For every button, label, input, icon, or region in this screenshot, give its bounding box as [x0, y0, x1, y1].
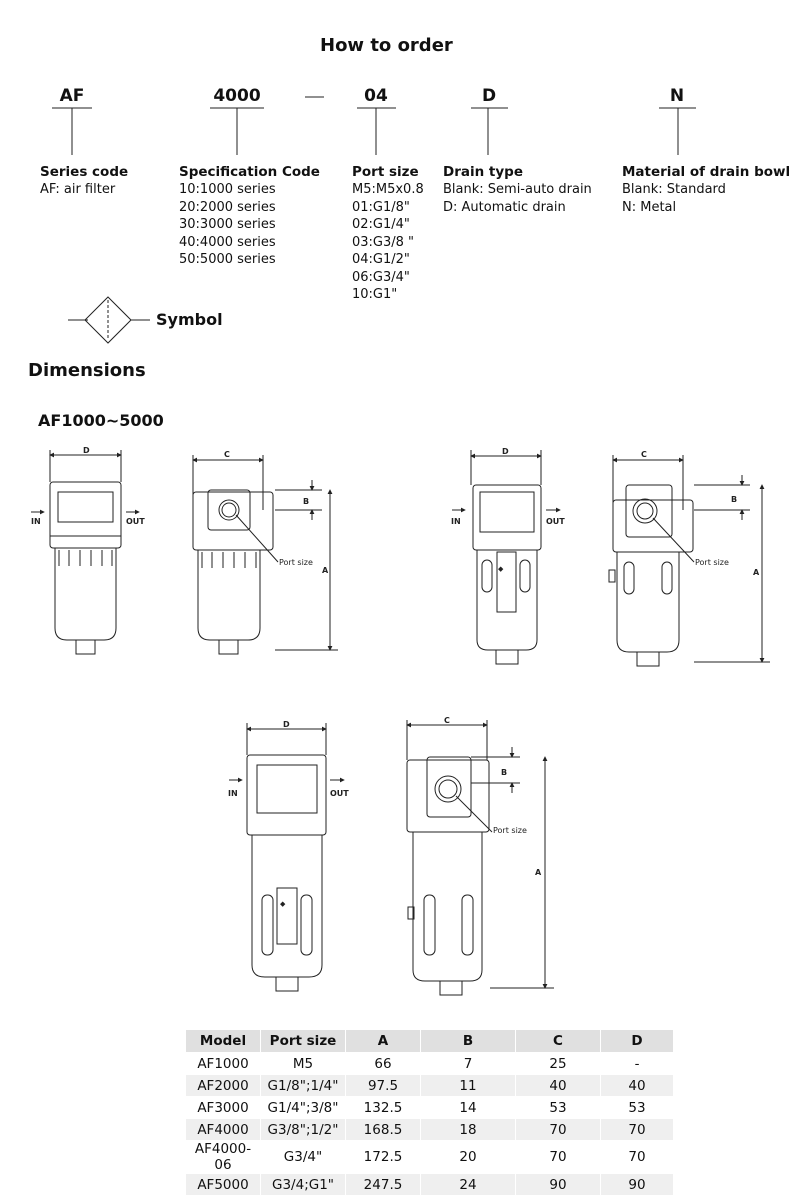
col-d: D	[601, 1030, 674, 1053]
cell-d: 70	[601, 1141, 674, 1174]
dimension-table	[185, 1029, 674, 1196]
port-line: 06:G3/4"	[352, 269, 410, 285]
spec-line: 20:2000 series	[179, 199, 276, 215]
port-line: M5:M5x0.8	[352, 182, 424, 197]
cell-a: 247.5	[346, 1174, 421, 1196]
spec-line: 10:1000 series	[179, 182, 276, 197]
drain-bowl-block	[622, 164, 790, 216]
cell-c: 70	[516, 1119, 601, 1141]
cell-model: AF4000-06	[186, 1141, 261, 1174]
cell-model: AF4000	[186, 1119, 261, 1141]
port-line: 04:G1/2"	[352, 252, 410, 267]
cell-a: 168.5	[346, 1119, 421, 1141]
port-size-label: Port size	[695, 558, 729, 567]
cell-d: 53	[601, 1097, 674, 1119]
code-series: AF	[59, 86, 85, 106]
cell-model: AF1000	[186, 1053, 261, 1075]
cell-a: 172.5	[346, 1141, 421, 1174]
svg-text:◆: ◆	[280, 900, 286, 908]
spec-line: 30:3000 series	[179, 217, 276, 232]
out-label: OUT	[126, 517, 145, 526]
in-label: IN	[451, 517, 461, 526]
in-label: IN	[228, 789, 238, 798]
cell-d: 70	[601, 1119, 674, 1141]
in-label: IN	[31, 517, 41, 526]
table-header-row	[186, 1030, 674, 1053]
series-code-title: Series code	[40, 164, 129, 180]
drain-type-title: Drain type	[443, 164, 523, 180]
table-row	[186, 1097, 674, 1119]
filter-symbol-icon	[62, 290, 152, 350]
cell-model: AF2000	[186, 1075, 261, 1097]
series-code-line: AF: air filter	[40, 182, 116, 197]
dim-d-label: D	[83, 446, 90, 455]
cell-port: G3/8";1/2"	[261, 1119, 346, 1141]
dim-c-label: C	[444, 716, 450, 725]
col-c: C	[516, 1030, 601, 1053]
cell-d: 40	[601, 1075, 674, 1097]
col-port-size: Port size	[261, 1030, 346, 1053]
port-size-label: Port size	[279, 558, 313, 567]
cell-c: 70	[516, 1141, 601, 1174]
order-title: How to order	[320, 35, 453, 56]
cell-a: 132.5	[346, 1097, 421, 1119]
drain-type-block	[443, 164, 592, 216]
cell-a: 66	[346, 1053, 421, 1075]
port-size-label: Port size	[493, 826, 527, 835]
drawing-small-front	[31, 446, 145, 654]
cell-model: AF3000	[186, 1097, 261, 1119]
drawing-large-front	[228, 720, 349, 991]
cell-port: G1/4";3/8"	[261, 1097, 346, 1119]
bowl-line: N: Metal	[622, 199, 677, 215]
drawing-mid-front	[451, 447, 565, 664]
symbol-label: Symbol	[156, 310, 223, 329]
table-row	[186, 1053, 674, 1075]
dim-b-label: B	[731, 495, 738, 504]
cell-c: 53	[516, 1097, 601, 1119]
code-port: 04	[364, 86, 388, 106]
cell-port: G1/8";1/4"	[261, 1075, 346, 1097]
cell-model: AF5000	[186, 1174, 261, 1196]
code-lead-lines	[0, 0, 800, 170]
dim-c-label: C	[641, 450, 647, 459]
port-line: 01:G1/8"	[352, 199, 410, 215]
dim-a-label: A	[322, 566, 329, 575]
cell-b: 24	[421, 1174, 516, 1196]
series-code-block	[40, 164, 128, 199]
out-label: OUT	[330, 789, 349, 798]
col-model: Model	[186, 1030, 261, 1053]
table-row	[186, 1119, 674, 1141]
code-spec: 4000	[213, 86, 261, 106]
port-line: 03:G3/8 "	[352, 234, 415, 250]
dim-c-label: C	[224, 450, 230, 459]
bowl-line: Blank: Standard	[622, 182, 726, 197]
cell-b: 20	[421, 1141, 516, 1174]
port-line: 02:G1/4"	[352, 217, 410, 232]
table-row	[186, 1141, 674, 1174]
dim-d-label: D	[502, 447, 509, 456]
cell-port: G3/4"	[261, 1141, 346, 1174]
cell-b: 7	[421, 1053, 516, 1075]
cell-c: 40	[516, 1075, 601, 1097]
code-bowl: N	[669, 86, 685, 106]
col-a: A	[346, 1030, 421, 1053]
port-line: 10:G1"	[352, 287, 398, 302]
drawing-large-side	[407, 716, 554, 995]
spec-line: 40:4000 series	[179, 234, 276, 250]
drain-line: Blank: Semi-auto drain	[443, 182, 592, 197]
code-drain: D	[481, 86, 497, 106]
dim-b-label: B	[303, 497, 310, 506]
cell-b: 18	[421, 1119, 516, 1141]
svg-text:◆: ◆	[498, 565, 504, 573]
dimensions-title: Dimensions	[28, 360, 146, 381]
drawing-mid-side	[609, 450, 770, 666]
spec-line: 50:5000 series	[179, 252, 276, 267]
drain-bowl-title: Material of drain bowl	[622, 164, 791, 180]
drawing-small-side	[193, 450, 338, 654]
dim-a-label: A	[753, 568, 760, 577]
out-label: OUT	[546, 517, 565, 526]
col-b: B	[421, 1030, 516, 1053]
cell-c: 25	[516, 1053, 601, 1075]
cell-d: 90	[601, 1174, 674, 1196]
port-size-title: Port size	[352, 164, 419, 180]
cell-port: G3/4;G1"	[261, 1174, 346, 1196]
table-row	[186, 1075, 674, 1097]
spec-code-block	[179, 164, 320, 269]
cell-b: 11	[421, 1075, 516, 1097]
dim-d-label: D	[283, 720, 290, 729]
dim-b-label: B	[501, 768, 508, 777]
port-size-block	[352, 164, 424, 304]
drain-line: D: Automatic drain	[443, 199, 566, 215]
cell-b: 14	[421, 1097, 516, 1119]
dim-a-label: A	[535, 868, 542, 877]
cell-port: M5	[261, 1053, 346, 1075]
cell-a: 97.5	[346, 1075, 421, 1097]
dimension-drawings	[0, 440, 800, 1000]
spec-code-title: Specification Code	[179, 164, 320, 180]
table-row	[186, 1174, 674, 1196]
cell-c: 90	[516, 1174, 601, 1196]
cell-d: -	[601, 1053, 674, 1075]
dimensions-subtitle: AF1000~5000	[38, 411, 164, 430]
